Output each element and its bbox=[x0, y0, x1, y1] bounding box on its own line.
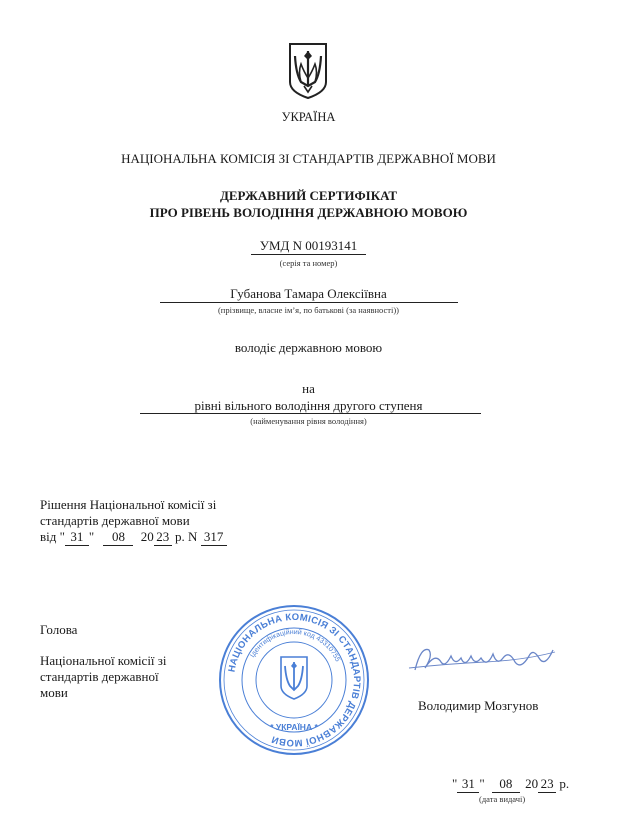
issue-suffix: р. bbox=[559, 776, 570, 791]
decision-line1: Рішення Національної комісії зі bbox=[40, 497, 217, 512]
issue-quote-close: " bbox=[479, 776, 485, 791]
level: рівні вільного володіння другого ступеня bbox=[194, 398, 423, 413]
certificate-title-line2: ПРО РІВЕНЬ ВОЛОДІННЯ ДЕРЖАВНОЮ МОВОЮ bbox=[149, 205, 468, 220]
issue-year-prefix: 20 bbox=[525, 776, 539, 791]
holder-name: Губанова Тамара Олексіївна bbox=[230, 286, 387, 301]
level-caption: (найменування рівня володіння) bbox=[250, 416, 367, 426]
holder-caption: (прізвище, власне ім’я, по батькові (за наявності)) bbox=[217, 305, 400, 315]
official-stamp bbox=[218, 604, 370, 756]
preposition: на bbox=[302, 381, 315, 396]
decision-number: 317 bbox=[201, 529, 227, 546]
certificate-number: УМД N 00193141 bbox=[251, 238, 366, 255]
decision-line2: стандартів державної мови bbox=[40, 513, 190, 528]
decision-day: 31 bbox=[65, 529, 89, 546]
stamp-inner-text: Ідентифікаційний код 43310755 bbox=[249, 628, 341, 663]
issue-day: 31 bbox=[457, 776, 479, 793]
stamp-bottom-text: * УКРАЇНА * bbox=[270, 722, 318, 732]
level-underline bbox=[140, 413, 481, 414]
handwritten-signature bbox=[405, 638, 565, 684]
issue-date bbox=[452, 776, 569, 793]
decision-month: 08 bbox=[103, 529, 133, 546]
decision-quote: " bbox=[88, 529, 95, 544]
decision-number-label: р. N bbox=[174, 529, 198, 544]
country-name: УКРАЇНА bbox=[281, 110, 336, 124]
stamp-outer-text: НАЦІОНАЛЬНА КОМІСІЯ ЗІ СТАНДАРТІВ ДЕРЖАВНОЇ МОВИ bbox=[226, 611, 363, 749]
coat-of-arms bbox=[287, 42, 329, 100]
decision-year-suffix: 23 bbox=[154, 529, 172, 546]
stamp-graphic bbox=[218, 604, 370, 756]
issue-year-suffix: 23 bbox=[538, 776, 556, 793]
statement: володіє державною мовою bbox=[234, 340, 383, 355]
org-line2: стандартів державної bbox=[40, 669, 159, 684]
issue-date-caption: (дата видачі) bbox=[479, 794, 526, 804]
decision-prefix: від " bbox=[40, 529, 65, 544]
issue-month: 08 bbox=[492, 776, 520, 793]
holder-underline bbox=[160, 302, 458, 303]
org-line3: мови bbox=[40, 685, 68, 700]
decision-year-prefix: 20 bbox=[140, 529, 154, 544]
certificate-title-line1: ДЕРЖАВНИЙ СЕРТИФІКАТ bbox=[219, 188, 398, 203]
position-title: Голова bbox=[40, 622, 78, 637]
number-caption: (серія та номер) bbox=[279, 258, 338, 268]
stamp-trident-icon bbox=[281, 657, 307, 699]
decision-date bbox=[40, 529, 227, 546]
trident-icon bbox=[287, 42, 329, 100]
signatory-name: Володимир Мозгунов bbox=[418, 698, 539, 713]
issue-quote-open: " bbox=[452, 776, 458, 791]
commission-name: НАЦІОНАЛЬНА КОМІСІЯ ЗІ СТАНДАРТІВ ДЕРЖАВНОЇ МОВИ bbox=[121, 151, 496, 166]
org-line1: Національної комісії зі bbox=[40, 653, 167, 668]
